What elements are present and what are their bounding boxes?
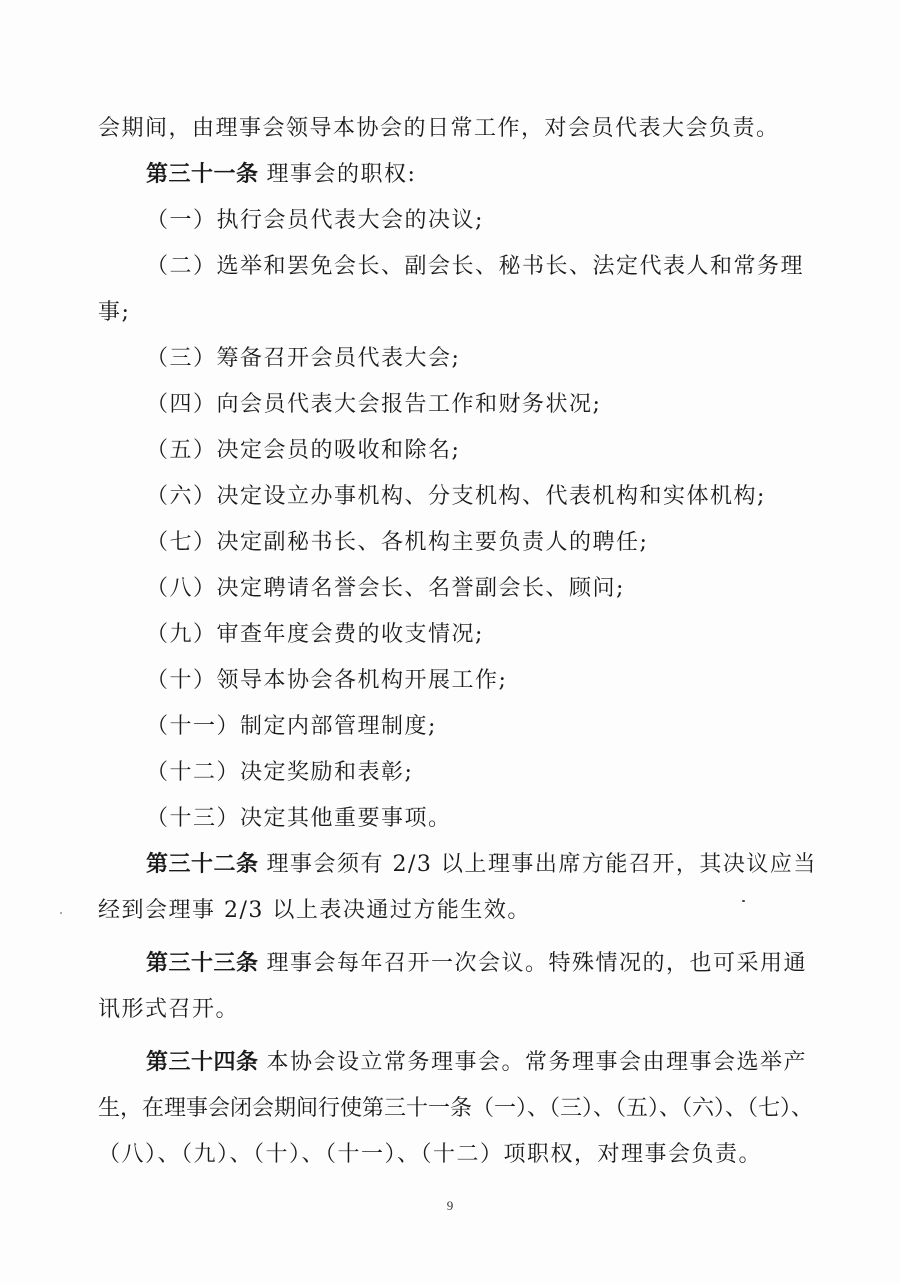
list-item-8: （八）决定聘请名誉会长、名誉副会长、顾问; [146, 576, 625, 601]
article-34-continuation-1: 生，在理事会闭会期间行使第三十一条（一）、（三）、（五）、（六）、（七）、 [98, 1096, 814, 1121]
article-34-text: 本协会设立常务理事会。常务理事会由理事会选举产 [266, 1050, 808, 1075]
article-33-text: 理事会每年召开一次会议。特殊情况的，也可采用通 [266, 951, 808, 976]
article-34-heading-line [98, 1040, 806, 1086]
text-line: 会期间，由理事会领导本协会的日常工作，对会员代表大会负责。 [98, 116, 780, 141]
article-33-heading-line [98, 941, 806, 987]
list-item-13: （十三）决定其他重要事项。 [146, 806, 452, 831]
article-31-label: 第三十一条 [146, 162, 259, 187]
page-number: 9 [446, 1198, 454, 1213]
list-item-6: （六）决定设立办事机构、分支机构、代表机构和实体机构; [146, 484, 766, 509]
list-item-2: （二）选举和罢免会长、副会长、秘书长、法定代表人和常务理 [146, 254, 805, 279]
article-32-heading-line [98, 842, 817, 888]
scan-speck [742, 900, 745, 902]
article-32-text: 理事会须有 2/3 以上理事出席方能召开，其决议应当 [266, 852, 817, 877]
list-item-10: （十）领导本协会各机构开展工作; [146, 668, 508, 693]
article-32-label: 第三十二条 [146, 852, 259, 877]
list-item-7: （七）决定副秘书长、各机构主要负责人的聘任; [146, 530, 649, 555]
document-body [98, 106, 817, 1178]
scan-speck [60, 912, 62, 914]
article-34-continuation-2: （八）、（九）、（十）、（十一）、（十二）项职权，对理事会负责。 [98, 1142, 763, 1167]
list-item-9: （九）审查年度会费的收支情况; [146, 622, 484, 647]
article-33-continuation: 讯形式召开。 [98, 997, 240, 1022]
list-item-4: （四）向会员代表大会报告工作和财务状况; [146, 392, 602, 417]
list-item-12: （十二）决定奖励和表彰; [146, 760, 414, 785]
article-31-text: 理事会的职权: [266, 162, 417, 187]
article-31-heading-line [98, 152, 806, 198]
article-33-label: 第三十三条 [146, 951, 259, 976]
list-item-3: （三）筹备召开会员代表大会; [146, 346, 461, 371]
list-item-5: （五）决定会员的吸收和除名; [146, 438, 461, 463]
article-32-continuation: 经到会理事 2/3 以上表决通过方能生效。 [98, 898, 531, 923]
list-item-1: （一）执行会员代表大会的决议; [146, 208, 484, 233]
list-item-2-continuation: 事; [98, 300, 131, 325]
article-34-label: 第三十四条 [146, 1050, 259, 1075]
list-item-11: （十一）制定内部管理制度; [146, 714, 437, 739]
